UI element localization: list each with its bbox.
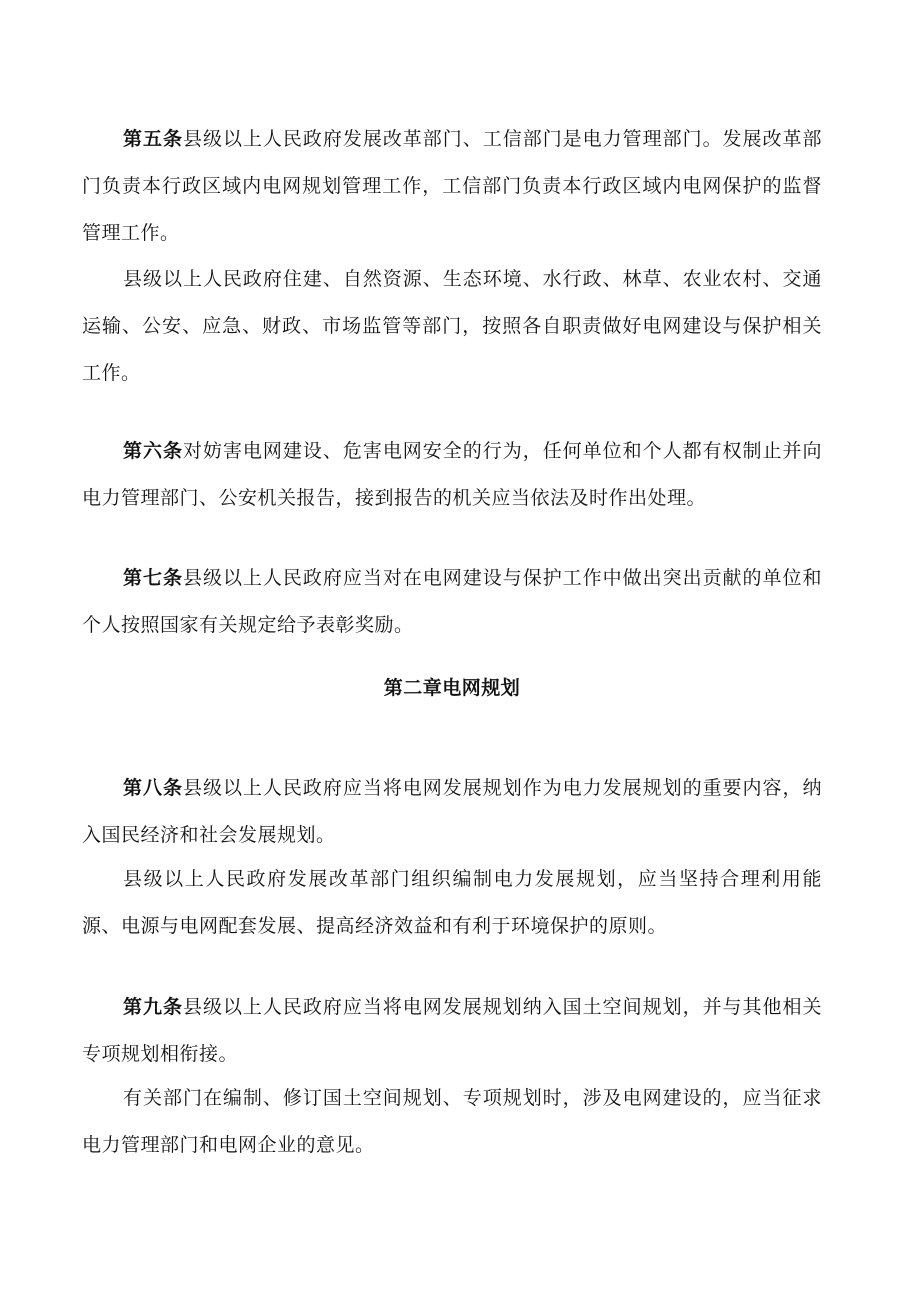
article-9-text-2: 有关部门在编制、修订国土空间规划、专项规划时，涉及电网建设的，应当征求电力管理部门和电网企业的意见。: [82, 1087, 822, 1156]
article-5-label: 第五条: [123, 128, 183, 150]
article-9-text: 县级以上人民政府应当将电网发展规划纳入国土空间规划，并与其他相关专项规划相衔接。: [82, 996, 822, 1065]
article-9-label: 第九条: [123, 996, 183, 1018]
article-8-paragraph: [82, 765, 822, 859]
article-5-text: 县级以上人民政府发展改革部门、工信部门是电力管理部门。发展改革部门负责本行政区域内电网规划管理工作，工信部门负责本行政区域内电网保护的监督管理工作。: [82, 128, 822, 244]
article-7-paragraph: [82, 555, 822, 649]
article-6-label: 第六条: [123, 440, 183, 462]
article-6-text: 对妨害电网建设、危害电网安全的行为，任何单位和个人都有权制止并向电力管理部门、公安机关报告，接到报告的机关应当依法及时作出处理。: [82, 440, 822, 509]
article-8-text: 县级以上人民政府应当将电网发展规划作为电力发展规划的重要内容，纳入国民经济和社会发展规划。: [82, 777, 822, 846]
chapter-title: 第二章电网规划: [383, 677, 521, 699]
article-8-label: 第八条: [123, 777, 183, 799]
article-5-paragraph: [82, 116, 822, 257]
article-8-paragraph-2: [82, 856, 822, 950]
article-6-paragraph: [82, 428, 822, 522]
article-7-text: 县级以上人民政府应当对在电网建设与保护工作中做出突出贡献的单位和个人按照国家有关规定给予表彰奖励。: [82, 567, 822, 636]
article-9-paragraph-2: [82, 1075, 822, 1169]
article-7-label: 第七条: [123, 567, 183, 589]
article-5-text-2: 县级以上人民政府住建、自然资源、生态环境、水行政、林草、农业农村、交通运输、公安、应急、财政、市场监管等部门，按照各自职责做好电网建设与保护相关工作。: [82, 268, 822, 384]
article-8-text-2: 县级以上人民政府发展改革部门组织编制电力发展规划，应当坚持合理利用能源、电源与电网配套发展、提高经济效益和有利于环境保护的原则。: [82, 868, 822, 937]
article-9-paragraph: [82, 984, 822, 1078]
article-5-paragraph-2: [82, 256, 822, 397]
